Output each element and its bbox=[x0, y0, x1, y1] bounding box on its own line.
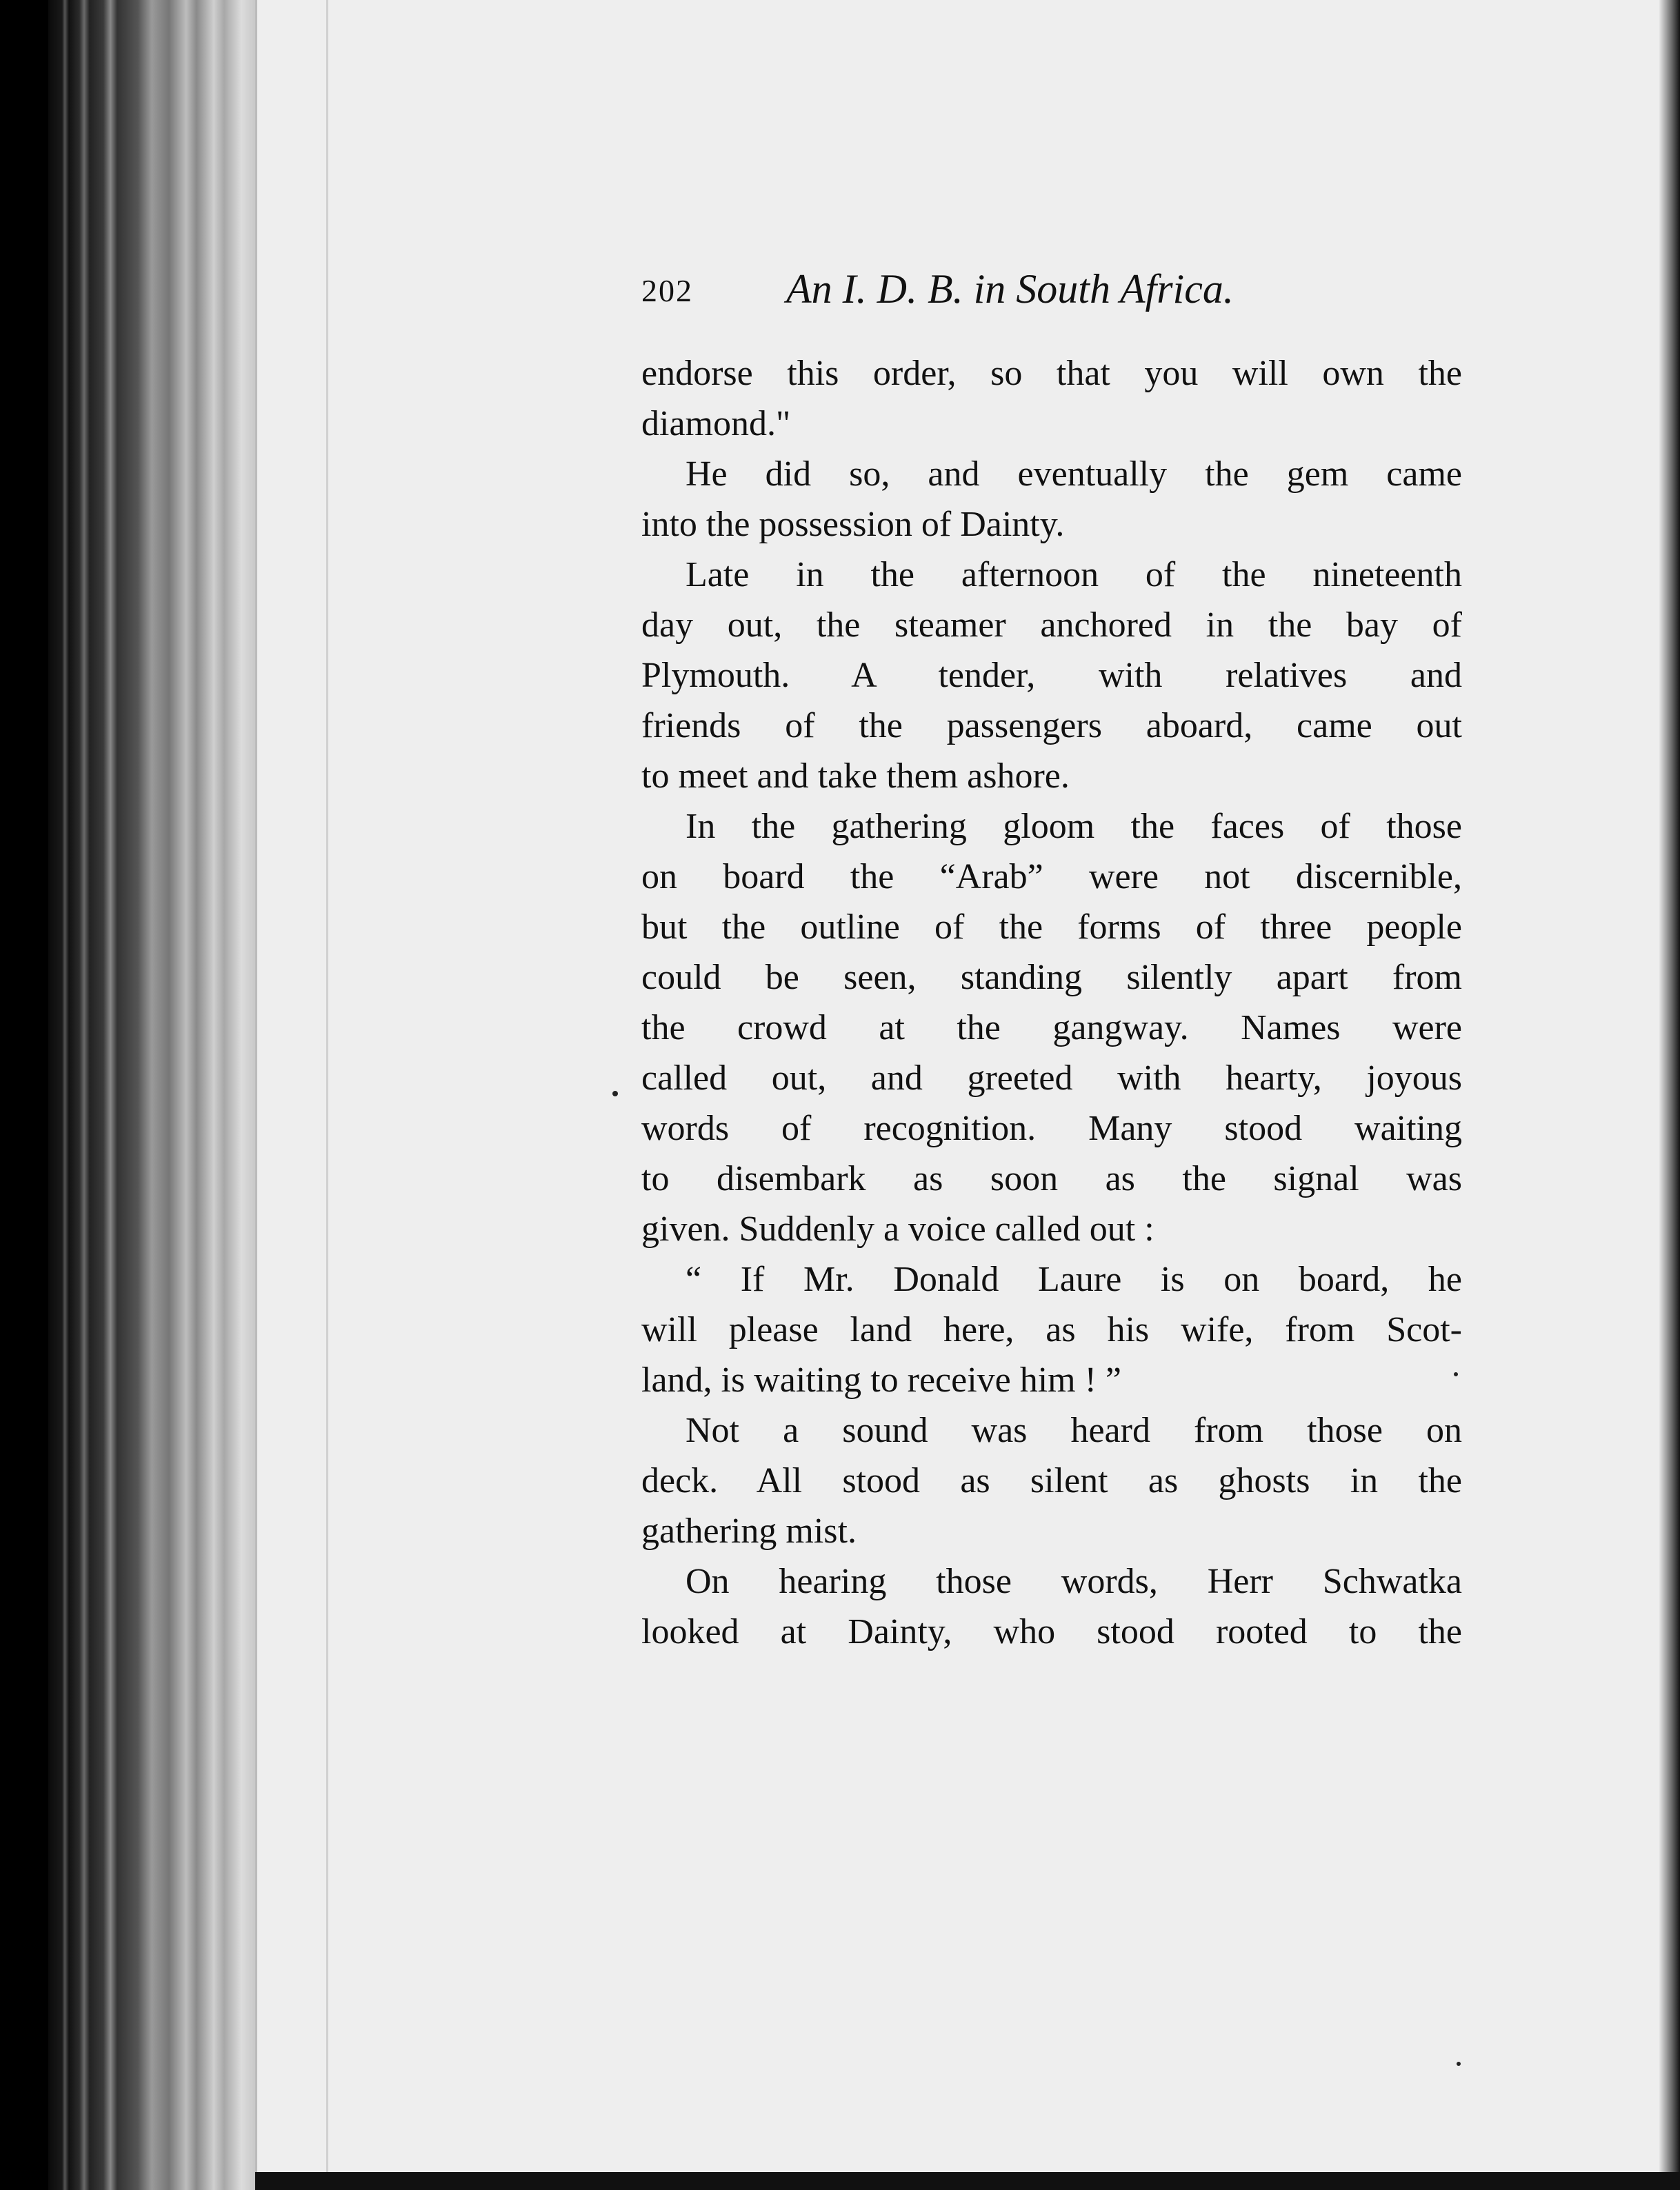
text-line: called out, and greeted with hearty, joyous bbox=[641, 1058, 1462, 1098]
text-line: Late in the afternoon of the nineteenth bbox=[686, 555, 1462, 594]
book-page-edges bbox=[48, 0, 255, 2190]
text-line: to meet and take them ashore. bbox=[641, 756, 1070, 796]
text-line: endorse this order, so that you will own the bbox=[641, 354, 1462, 393]
running-title: An I. D. B. in South Africa. bbox=[786, 266, 1234, 312]
text-line: but the outline of the forms of three people bbox=[641, 907, 1462, 947]
right-page-shadow bbox=[1659, 0, 1680, 2190]
text-line: land, is waiting to receive him ! ” bbox=[641, 1360, 1122, 1400]
text-line: He did so, and eventually the gem came bbox=[686, 454, 1462, 494]
text-line: into the possession of Dainty. bbox=[641, 505, 1065, 544]
text-line: given. Suddenly a voice called out : bbox=[641, 1209, 1154, 1249]
text-line: looked at Dainty, who stood rooted to the bbox=[641, 1612, 1462, 1651]
text-line: diamond." bbox=[641, 404, 791, 443]
scan-speck bbox=[612, 1091, 618, 1096]
text-line: “ If Mr. Donald Laure is on board, he bbox=[686, 1260, 1462, 1299]
text-line: Not a sound was heard from those on bbox=[686, 1411, 1462, 1450]
page-number: 202 bbox=[641, 273, 693, 308]
text-line: gathering mist. bbox=[641, 1511, 857, 1551]
text-line: will please land here, as his wife, from Scot- bbox=[641, 1310, 1462, 1349]
text-line: day out, the steamer anchored in the bay of bbox=[641, 605, 1462, 645]
text-line: Plymouth. A tender, with relatives and bbox=[641, 656, 1462, 695]
page-margin-rule bbox=[326, 0, 328, 2172]
text-line: deck. All stood as silent as ghosts in the bbox=[641, 1461, 1462, 1500]
text-line: friends of the passengers aboard, came out bbox=[641, 706, 1462, 745]
text-line: on board the “Arab” were not discernible, bbox=[641, 857, 1462, 896]
text-line: In the gathering gloom the faces of those bbox=[686, 807, 1462, 846]
body-text bbox=[641, 348, 1462, 1657]
scan-speck bbox=[1457, 2062, 1461, 2066]
text-line: On hearing those words, Herr Schwatka bbox=[686, 1562, 1462, 1601]
text-line: could be seen, standing silently apart from bbox=[641, 958, 1462, 997]
scan-speck bbox=[1454, 1372, 1458, 1376]
text-line: to disembark as soon as the signal was bbox=[641, 1159, 1462, 1198]
bottom-page-edge bbox=[255, 2172, 1680, 2190]
running-header bbox=[641, 265, 1462, 321]
text-line: the crowd at the gangway. Names were bbox=[641, 1008, 1462, 1047]
text-line: words of recognition. Many stood waiting bbox=[641, 1109, 1462, 1148]
